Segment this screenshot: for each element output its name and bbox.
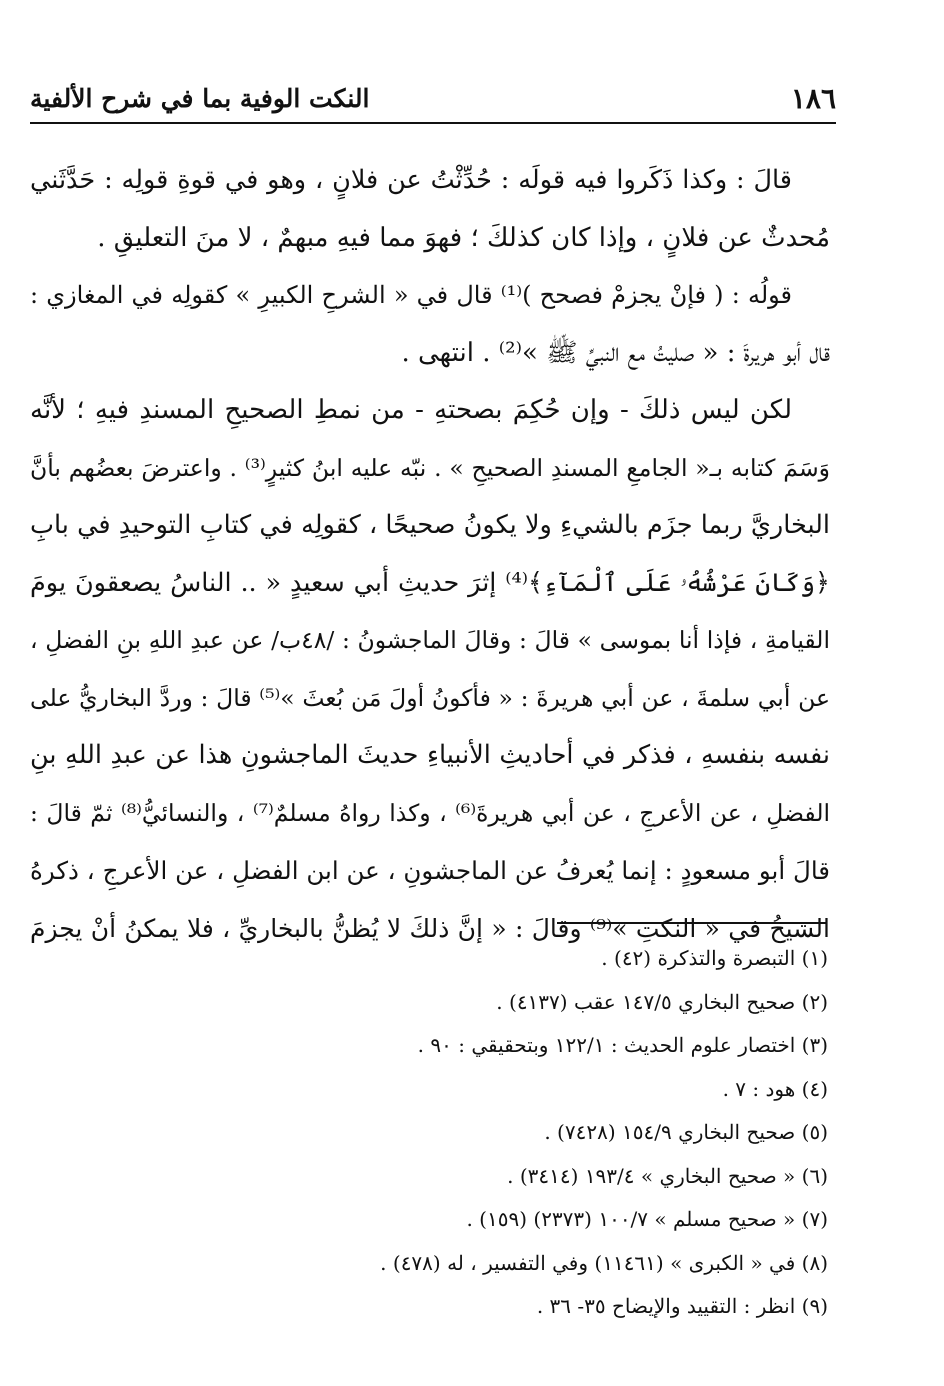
page-header — [30, 82, 836, 120]
footnote-1: (١) التبصرة والتذكرة (٤٢) . — [601, 946, 828, 970]
footnote-rule — [557, 922, 827, 924]
footnotes — [30, 937, 828, 1329]
body-line: قولُه : ( فإنْ يجزمْ فصحح )⁽¹⁾ قال في « الشرحِ الكبيرِ » كقولِه في المغازي : — [30, 281, 793, 309]
body-line: قالَ : وكذا ذَكَروا فيه قولَه : حُدِّثْتُ عن فلانٍ ، وهو في قوةِ قولِه : حَدَّثَني — [30, 165, 792, 195]
body-line: وَسَمَ كتابه بـ« الجامعِ المسندِ الصحيحِ » . نبّه عليه ابنُ كثيرٍ⁽³⁾ . واعترضَ بعضُهم بأنَّ — [30, 453, 830, 482]
body-line: قال أبو هريرةَ : « صليتُ مع النبيِّ ﷺ »⁽²⁾ . انتهى . — [401, 337, 830, 368]
body-line: القيامةِ ، فإذا أنا بموسى » قالَ : وقالَ الماجشونُ : /٤٨ب/ عن عبدِ اللهِ بنِ الفضلِ ، — [30, 626, 830, 654]
footnote-9: (٩) انظر : التقييد والإيضاح ٣٥- ٣٦ . — [536, 1294, 828, 1318]
body-line: لكن ليس ذلكَ - وإن حُكِمَ بصحتهِ - من نمطِ الصحيحِ المسندِ فيهِ ؛ لأنَّه — [30, 395, 792, 425]
footnote-4: (٤) هود : ٧ . — [722, 1076, 828, 1101]
body-line: ﴿وَكَانَ عَرْشُهُۥ عَلَى ٱلْمَآءِ﴾⁽⁴⁾ إثرَ حديثِ أبي سعيدٍ « .. الناسُ يصعقونَ يومَ — [30, 567, 830, 598]
footnote-2: (٢) صحيح البخاري ١٤٧/٥ عقب (٤١٣٧) . — [496, 989, 828, 1014]
body-line: الفضلِ ، عن الأعرجِ ، عن أبي هريرةَ⁽⁶⁾ ، وكذا رواهُ مسلمٌ⁽⁷⁾ ، والنسائيُّ⁽⁸⁾ ثمّ قالَ : — [30, 798, 831, 827]
footnote-6: (٦) « صحيح البخاري » ١٩٣/٤ (٣٤١٤) . — [507, 1163, 828, 1188]
footnote-7: (٧) « صحيح مسلم » ١٠٠/٧ (٢٣٧٣) (١٥٩) . — [466, 1207, 828, 1231]
body-line: البخاريَّ ربما جزَم بالشيءِ ولا يكونُ صحيحًا ، كقولِه في كتابِ التوحيدِ في بابِ — [30, 510, 830, 540]
body-line: الشيخُ في « النكتِ »⁽⁹⁾ وقالَ : « إنَّ ذلكَ لا يُظنُّ بالبخاريِّ ، فلا يمكنُ أنْ يجزمَ — [30, 913, 830, 943]
body-line: مُحدثٌ عن فلانٍ ، وإذا كان كذلكَ ؛ فهوَ مما فيهِ مبهمٌ ، لا منَ التعليقِ . — [97, 222, 830, 253]
body-text — [30, 152, 830, 957]
footnote-5: (٥) صحيح البخاري ١٥٤/٩ (٧٤٢٨) . — [544, 1120, 828, 1144]
header-rule — [30, 122, 836, 124]
body-line: نفسه بنفسهِ ، فذكر في أحاديثِ الأنبياءِ حديثَ الماجشونِ هذا عن عبدِ اللهِ بنِ — [30, 740, 830, 770]
body-line: عن أبي سلمةَ ، عن أبي هريرةَ : « فأكونُ أولَ مَن بُعثَ »⁽⁵⁾ قالَ : وردَّ البخاريُّ على — [30, 683, 830, 712]
body-line: قالَ أبو مسعودٍ : إنما يُعرفُ عن الماجشونِ ، عن ابن الفضلِ ، عن الأعرجِ ، ذكرهُ — [30, 856, 830, 885]
footnote-8: (٨) في « الكبرى » (١١٤٦١) وفي التفسير ، له (٤٧٨) . — [380, 1250, 828, 1275]
running-title: النكت الوفية بما في شرح الألفية — [30, 84, 370, 113]
page-number: ١٨٦ — [790, 82, 836, 115]
footnote-3: (٣) اختصار علوم الحديث : ١٢٢/١ وبتحقيقي : ٩٠ . — [417, 1033, 828, 1057]
